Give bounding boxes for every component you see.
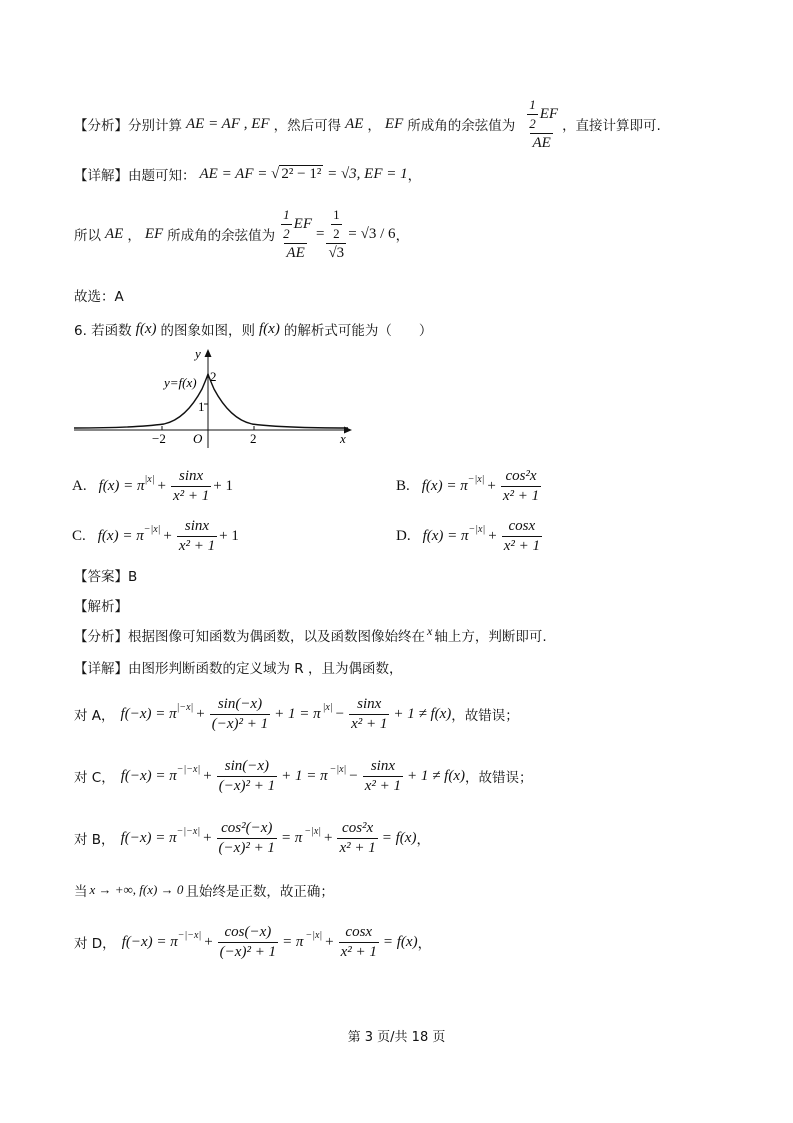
option-b-label: B. <box>396 477 410 494</box>
answer-line: 【答案】B <box>74 569 138 585</box>
analysis2-text-2: 轴上方，判断即可. <box>434 629 547 645</box>
option-a-lhs: f(x) = π <box>98 477 145 494</box>
option-b-lhs: f(x) = π <box>421 477 468 494</box>
option-a-exp: |x| <box>144 473 155 485</box>
so-math-1: AE <box>105 225 124 242</box>
limit-line: 当 x → +∞, f(x) → 0 且始终是正数，故正确； <box>74 882 334 900</box>
so-text-2: ， <box>127 228 141 244</box>
option-a[interactable]: A. f(x) = π |x| + $\frac{\sin x}{\text{x² + 1}}$ + 1 <box>72 467 233 504</box>
case-c: 对 C， f(−x) = π −|−x| + $\frac{\sin(-x)}{\text{(−x)² + 1}}$ + 1 = π −|x| − $\frac{\sin x}{\text{x² + 1}}$ + 1 ≠ f(x) ，故错误； <box>74 757 533 794</box>
case-c-fraction-1: $\frac{\sin(-x)}{\text{(−x)² + 1}}$ <box>218 757 276 794</box>
analysis2-math: x <box>427 623 433 638</box>
option-b-exp: −|x| <box>467 473 485 485</box>
option-b-fraction: $\frac{\text{cos²x}}{\text{x² + 1}}$ <box>502 467 540 504</box>
detail-line-1: 【详解】 由题可知： AE = AF = √ 2² − 1² = √3, EF = 1 ， <box>74 165 422 184</box>
case-b-fraction-1: $\frac{\text{cos²(−x)}}{\text{(−x)² + 1}}$ <box>218 819 275 856</box>
case-a-fraction-1: $\frac{\sin(-x)}{\text{(−x)² + 1}}$ <box>211 695 269 732</box>
detail-line-2 <box>74 658 402 676</box>
option-a-tail: + 1 <box>213 477 233 494</box>
case-a-label: 对 A， <box>74 708 115 724</box>
so-text-4: ， <box>395 228 410 244</box>
analysis-tag: 【分析】 <box>74 118 128 134</box>
analysis-text-1: 分别计算 <box>128 118 182 134</box>
analysis-text-4: 所成角的余弦值为 <box>407 118 516 134</box>
detail2-text: 由图形判断函数的定义域为 R ，且为偶函数， <box>128 661 403 677</box>
so-text-3: 所成角的余弦值为 <box>167 228 276 244</box>
so-fraction-1: $\frac{1}{2}$ EF AE <box>283 206 312 261</box>
analysis2-tag: 【分析】 <box>74 629 128 645</box>
detail-text-2: ， <box>407 168 422 184</box>
so-math-2: EF <box>144 225 164 242</box>
option-c-lhs: f(x) = π <box>97 527 144 544</box>
case-d-fraction-1: $\frac{\cos(-x)}{\text{(−x)² + 1}}$ <box>219 923 277 960</box>
tick-label-1: 1 <box>198 399 205 414</box>
origin-label: O <box>193 431 203 446</box>
limit-math: x → +∞, f(x) → 0 <box>89 882 184 897</box>
option-c[interactable]: C. f(x) = π −|x| + $\frac{\sin x}{\text{x² + 1}}$ + 1 <box>72 517 239 554</box>
sqrt-expression: 2² − 1² <box>281 166 322 182</box>
analysis2-text-1: 根据图像可知函数为偶函数，以及函数图像始终在 <box>128 629 425 645</box>
question-fx-2: f(x) <box>259 320 280 337</box>
tick-label-x2: 2 <box>250 431 257 446</box>
function-graph <box>72 344 362 452</box>
case-b: 对 B， f(−x) = π −|−x| + $\frac{\text{cos²(−x)}}{\text{(−x)² + 1}}$ = π −|x| + $\frac{\text{cos²x}}{\text{x² + 1}}$ = f(x) ， <box>74 819 430 856</box>
case-d-fraction-2: $\frac{\cos x}{\text{x² + 1}}$ <box>340 923 377 960</box>
detail-tag: 【详解】 <box>74 168 128 184</box>
question-suffix: 的解析式可能为（ ） <box>283 323 433 339</box>
curve-label: y=f(x) <box>164 375 197 390</box>
analysis-math-3: EF <box>384 115 404 132</box>
option-d[interactable]: D. f(x) = π −|x| + $\frac{\cos x}{\text{x² + 1}}$ <box>396 517 540 554</box>
so-text-1: 所以 <box>74 228 101 244</box>
case-c-fraction-2: $\frac{\sin x}{\text{x² + 1}}$ <box>364 757 402 794</box>
analysis-math-1: AE = AF , EF <box>186 115 270 132</box>
case-c-label: 对 C， <box>74 770 115 786</box>
tick-label-neg2: −2 <box>152 431 166 446</box>
case-d: 对 D， f(−x) = π −|−x| + $\frac{\cos(-x)}{\text{(−x)² + 1}}$ = π −|x| + $\frac{\cos x}{\text{x² + 1}}$ = f(x) ， <box>74 923 432 960</box>
analysis-text-5: ，直接计算即可. <box>562 118 661 134</box>
so-result: √3 / 6 <box>360 225 396 242</box>
analysis-text-2: ，然后可得 <box>273 118 342 134</box>
jiexi-line: 【解析】 <box>74 599 128 615</box>
option-c-fraction: $\frac{\sin x}{\text{x² + 1}}$ <box>178 517 216 554</box>
analysis-text-3: ， <box>367 118 381 134</box>
y-axis-label: y <box>195 346 201 361</box>
detail2-tag: 【详解】 <box>74 661 128 677</box>
choice-line: 故选：A <box>74 289 124 305</box>
analysis-line-1 <box>74 96 661 152</box>
question-prefix: 6. 若函数 <box>74 323 132 339</box>
tick-label-2: 2 <box>210 369 217 384</box>
so-fraction-2: $\frac{\frac{1}{2}}{√3}$ <box>328 206 345 261</box>
case-b-fraction-2: $\frac{\text{cos²x}}{\text{x² + 1}}$ <box>339 819 376 856</box>
detail-math-1: AE = AF = <box>199 165 272 182</box>
question-6 <box>74 318 432 340</box>
case-b-label: 对 B， <box>74 832 115 848</box>
analysis-line-2 <box>74 623 547 645</box>
detail-text-1: 由题可知： <box>128 168 196 184</box>
option-a-fraction: $\frac{\sin x}{\text{x² + 1}}$ <box>172 467 210 504</box>
option-d-lhs: f(x) = π <box>422 527 469 544</box>
so-line: 所以 AE ， EF 所成角的余弦值为 $\frac{1}{2}$ EF AE = $\frac{\frac{1}{2}}{√3}$ = √3 / 6 ， <box>74 206 410 261</box>
case-d-label: 对 D， <box>74 936 116 952</box>
analysis-math-2: AE <box>345 115 364 132</box>
detail-math-3: = √3, EF = 1 <box>323 165 408 182</box>
question-mid: 的图象如图，则 <box>160 323 255 339</box>
question-fx-1: f(x) <box>135 320 157 337</box>
y-axis-arrow <box>205 349 212 357</box>
page-footer: 第 3 页/共 18 页 <box>347 1030 446 1045</box>
option-d-exp: −|x| <box>468 523 486 535</box>
option-d-label: D. <box>396 527 411 544</box>
option-c-exp: −|x| <box>143 523 161 535</box>
case-a: 对 A， f(−x) = π |−x| + $\frac{\sin(-x)}{\text{(−x)² + 1}}$ + 1 = π |x| − $\frac{\sin x}{\text{x² + 1}}$ + 1 ≠ f(x) ，故错误； <box>74 695 519 732</box>
option-b[interactable]: B. f(x) = π −|x| + $\frac{\text{cos²x}}{\text{x² + 1}}$ <box>396 467 540 504</box>
x-axis-label: x <box>340 431 346 446</box>
case-a-fraction-2: $\frac{\sin x}{\text{x² + 1}}$ <box>351 695 388 732</box>
cosine-fraction: $\frac{1}{2}$ EF AE <box>529 96 559 151</box>
option-c-tail: + 1 <box>219 527 239 544</box>
option-c-label: C. <box>72 527 86 544</box>
option-d-fraction: $\frac{\cos x}{\text{x² + 1}}$ <box>503 517 540 554</box>
option-a-label: A. <box>72 477 87 494</box>
